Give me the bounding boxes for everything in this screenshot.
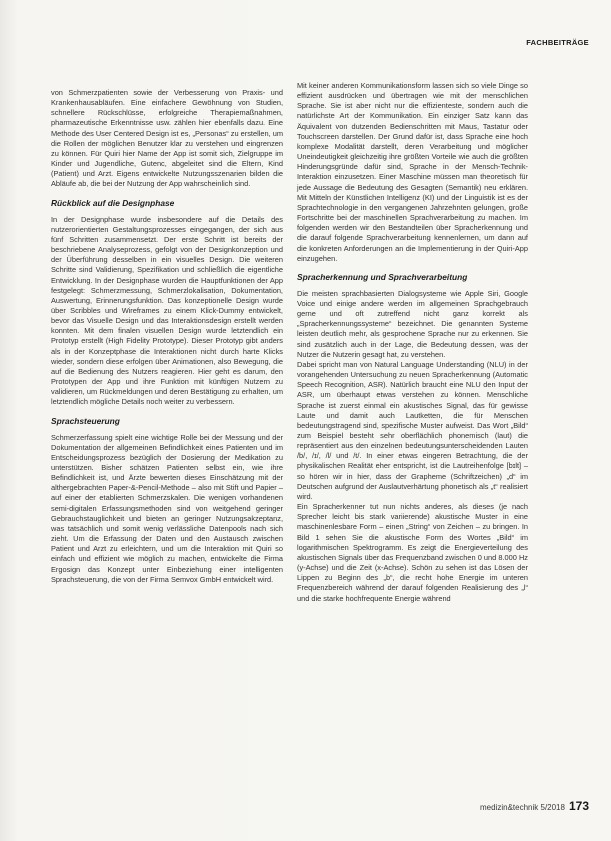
body-paragraph: Ein Spracherkenner tut nun nichts anderes, als dieses (je nach Sprecher leicht bis stark variierende) akustische Muster in eine maschinenlesbare Form – einen „String“ von Zeichen – zu bringen. In Bild 1 sehen Sie die akustische Form des Wortes „Bild“ im logarithmischen Spektrogramm. Es zeigt die Energieverteilung des akustischen Signals über das Frequenzband zwischen 0 und 8.000 Hz (y-Achse) und die Zeit (x-Achse). Schön zu sehen ist das Lösen der Lippen zu Beginn des „b“, die recht hohe Energie im unteren Frequenzbereich während der darauf folgenden Realisierung des „l“ und die starke hochfrequente Energie während xyxy=(297,502,528,603)
section-heading: Spracherkennung und Sprachverarbeitung xyxy=(297,271,468,282)
body-paragraph: In der Designphase wurde insbesondere auf die Details des nutzerorientierten Gestaltungsprozesses eingegangen, der sich aus fünf Schritten zusammensetzt. Der erste Schritt ist bereits der beschriebene Analyseprozess, gefolgt von der Designkonzeption und der Überführung desselben in ein visuelles Design. Die weiteren Schritte sind Validierung, Spezifikation und schließlich die eigentliche Entwicklung. In der Designphase wurden die Hauptfunktionen der App festgelegt: Schmerzmessung, Schmerzlokalisation, Dokumentation, Auswertung, Erinnerungsfunktion. Das konzeptionelle Design wurde über Scribbles und Wireframes zu einem Klick-Dummy entwickelt, bevor das Visuelle Design und das Interaktionsdesign erstellt werden konnten. Mit dem finalen visuellen Design wurde letztendlich ein Prototyp erstellt (High Fidelity Prototype). Dieser Prototyp gibt anders als in der Konzeptphase die Interaktionen nicht durch harte Klicks wieder, sondern diese erfolgen über Animationen, also Bewegung, die auf die Bedienung des Nutzers reagieren. Hier geht es darum, den Prototypen der App und ihre Funktion mit künftigen Nutzern zu validieren, um Rückmeldungen und deren Bestätigung zu erhalten, um letztendlich mögliche Details noch weiter zu verbessern. xyxy=(51,214,283,407)
page-footer xyxy=(480,799,589,813)
left-column xyxy=(51,88,283,585)
body-paragraph: Schmerzerfassung spielt eine wichtige Rolle bei der Messung und der Dokumentation der allgemeinen Befindlichkeit eines Patienten und im Entscheidungsprozess bezüglich der Dosierung der Medikation zu unterstützen. Bisher schätzen Patienten selbst ein, wie ihre Befindlichkeit ist, und Ärzte bewerten dieses Einschätzung mit der althergebrachten Paper-&-Pencil-Methode – also mit Stift und Papier – auf einer der etablierten Schmerzskalen. Die wenigen vorhandenen semi-digitalen Erfassungsmethoden sind von weitgehend geringer Gebrauchstauglichkeit und bieten an geringer Nutzungsakzeptanz, was tatsächlich und somit wenig verlässliche Datenpools nach sich zieht. Um die Erfassung der Daten und den Austausch zwischen Patient und Arzt zu erleichtern, und um die Interaktion mit Quiri so einfach und effizient wie möglich zu machen, entwickelte die Firma Ergosign das Konzept unter Einbeziehung einer intelligenten Sprachsteuerung, die von der Firma Semvox GmbH entwickelt wird. xyxy=(51,432,283,584)
body-paragraph: von Schmerzpatienten sowie der Verbesserung von Praxis- und Krankenhausabläufen. Eine einfachere Gewöhnung von Studien, schnellere Rückschlüsse, erfolgreiche Therapiemaßnahmen, pharmazeutische Erkenntnisse usw. zählen hier ebenfalls dazu. Eine Methode des User Centered Design ist es, „Personas“ zu erstellen, um die Rollen der möglichen Benutzer klar zu verstehen und eingrenzen zu können. Für Quiri hier Name der App ist somit sich, Zielgruppe im Kinder und Jugendliche, Gutenc, abgeleitet sind die Eltern, Kind (Patient) und Arzt. Eigens entwickelte Nutzungsszenarien bilden die Abläufe ab, die bei der Nutzung der App wahrscheinlich sind. xyxy=(51,88,283,189)
body-paragraph: Die meisten sprachbasierten Dialogsysteme wie Apple Siri, Google Voice und einige andere werden im allgemeinen Sprachgebrauch gerne und oft zutreffend nicht ganz korrekt als „Spracherkennungssysteme“ bezeichnet. Die genannten Systeme leisten deutlich mehr, als gesprochene Sprache nur zu erkennen. Sie sind zusätzlich auch in der Lage, die Bedeutung dessen, was der Nutzer die Nutzerin gesagt hat, zu verstehen. xyxy=(297,288,528,359)
body-paragraph: Dabei spricht man von Natural Language Understanding (NLU) in der vorangehenden Untersuchung zu neuen Spracherkennung (Automatic Speech Recognition, ASR). Natürlich braucht eine NLU den Input der ASR, um überhaupt etwas verstehen zu können. Menschliche Sprache ist zuerst einmal ein akustisches Signal, das für gewisse Laute und damit auch Lautketten, die für Menschen bedeutungstragend sind, spezifische Muster aufweist. Das Wort „Bild“ zum Beispiel besteht sehr oberflächlich phonemisch (laut) die repräsentiert aus den einzelnen bedeutungsunterscheidenden Lauten /b/, /ɪ/, /l/ und /t/. In einer etwas eingeren Betrachtung, die der physikalischen Realität eher entspricht, ist die Lautreihenfolge [bɪlt] – so hören wir in hier, dass der Grapheme (Schriftzeichen) „d“ im Deutschen aufgrund der Auslautverhärtung phonetisch als „t“ realisiert wird. xyxy=(297,359,528,501)
journal-name: medizin&technik 5/2018 xyxy=(480,803,565,812)
page-number: 173 xyxy=(568,799,589,813)
section-heading: Rückblick auf die Designphase xyxy=(51,197,175,208)
body-paragraph: Mit keiner anderen Kommunikationsform lassen sich so viele Dinge so effizient ausdrücken und übertragen wie mit der menschlichen Sprache. Sie ist aber nicht nur die effizienteste, sondern auch die natürlichste Art der Kommunikation. Ein einziger Satz kann das Äquivalent von dutzenden Bedienschritten mit Maus, Tastatur oder Touchscreen darstellen. Der Grund dafür ist, dass Sprache eine hoch komplexe Modalität darstellt, deren Verarbeitung und möglicher Uneindeutigkeit gleichzeitig ihre größten Vorteile wie auch die größten Hinderungsgründe dafür sind, Sprache in der Mensch-Technik-Interaktion einzusetzen. Einer Maschine müssen man theoretisch für jede Aussage die Bedeutung des Gesagten (Semantik) neu erklären. Mit Mitteln der Künstlichen Intelligenz (KI) und der Linguistik ist es der Sprachtechnologie in den vergangenen Jahrzehnten gelungen, große Fortschritte bei der maschinellen Sprachverarbeitung zu machen. Im folgenden werden wir den Bestandteilen über Spracherkennung und die darauf folgende Sprachverarbeitung kennenlernen, um dann auf die konkreten Anforderungen an die Implementierung in der Quiri-App einzugehen. xyxy=(297,81,528,263)
section-tag: FACHBEITRÄGE xyxy=(526,38,589,47)
section-heading: Sprachsteuerung xyxy=(51,415,120,426)
right-column xyxy=(297,81,528,604)
